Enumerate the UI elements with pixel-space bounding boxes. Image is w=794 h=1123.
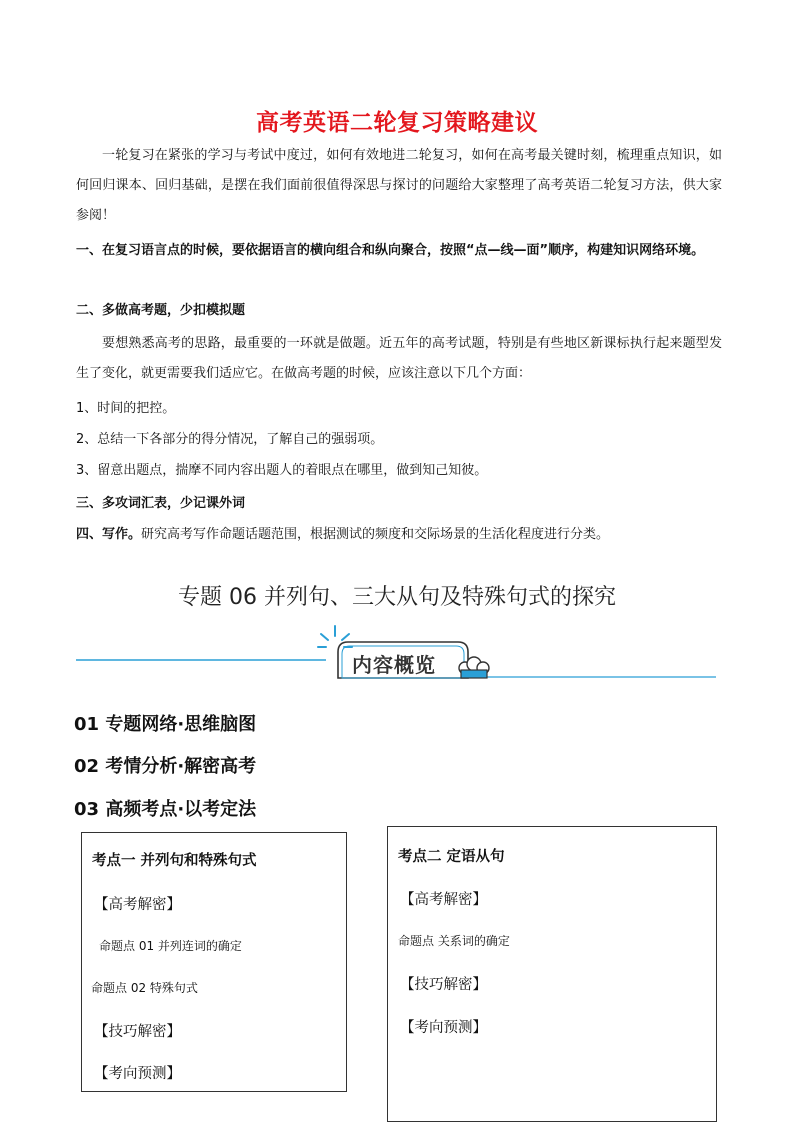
point-one: 一、在复习语言点的时候，要依据语言的横向组合和纵向聚合，按照“点—线—面”顺序，构建知识网络环境。 [76,243,705,258]
box-two-kaoxiang: 【考向预测】 [400,1020,487,1036]
point-two-body: 要想熟悉高考的思路，最重要的一环就是做题。近五年的高考试题，特别是有些地区新课标执行起来题型发生了变化，就更需要我们适应它。在做高考题的时候，应该注意以下几个方面： [76,336,722,381]
point-four-body: 研究高考写作命题话题范围，根据测试的频度和交际场景的生活化程度进行分类。 [141,527,610,542]
box-two-jiqiao: 【技巧解密】 [400,977,487,993]
point-four-label: 四、写作。 [76,527,142,542]
topic-subtitle: 专题 06 并列句、三大从句及特殊句式的探究 [178,585,616,610]
topic-box-two [387,826,717,1122]
box-one-kaoxiang: 【考向预测】 [94,1066,181,1082]
point-two-heading: 二、多做高考题，少扣模拟题 [76,303,246,318]
box-one-item-1: 命题点 01 并列连词的确定 [99,939,242,953]
point-four [76,520,722,550]
topic-box-one [81,832,347,1092]
box-two-heading: 考点二 定语从句 [398,849,505,865]
intro-paragraph: 一轮复习在紧张的学习与考试中度过，如何有效地进二轮复习，如何在高考最关键时刻，梳理重点知识，如何回归课本、回归基础，是摆在我们面前很值得深思与探讨的问题给大家整理了高考英语二轮复习方法，供大家参阅！ [76,148,722,223]
list-item-2: 2、总结一下各部分的得分情况，了解自己的强弱项。 [76,432,384,447]
section-1: 01 专题网络·思维脑图 [74,714,257,735]
section-3: 03 高频考点·以考定法 [74,799,257,820]
section-2: 02 考情分析·解密高考 [74,756,257,777]
box-one-heading: 考点一 并列句和特殊句式 [92,853,257,869]
overview-banner [76,620,716,682]
box-one-jiqiao: 【技巧解密】 [94,1024,181,1040]
list-item-1: 1、时间的把控。 [76,401,176,416]
box-one-gaokao: 【高考解密】 [94,897,181,913]
box-one-item-2: 命题点 02 特殊句式 [91,981,198,995]
list-item-3: 3、留意出题点，揣摩不同内容出题人的着眼点在哪里，做到知己知彼。 [76,463,488,478]
point-three: 三、多攻词汇表，少记课外词 [76,496,246,511]
box-two-gaokao: 【高考解密】 [400,892,487,908]
box-two-item-1: 命题点 关系词的确定 [398,934,510,948]
page-title: 高考英语二轮复习策略建议 [256,110,538,136]
banner-title: 内容概览 [352,653,436,677]
